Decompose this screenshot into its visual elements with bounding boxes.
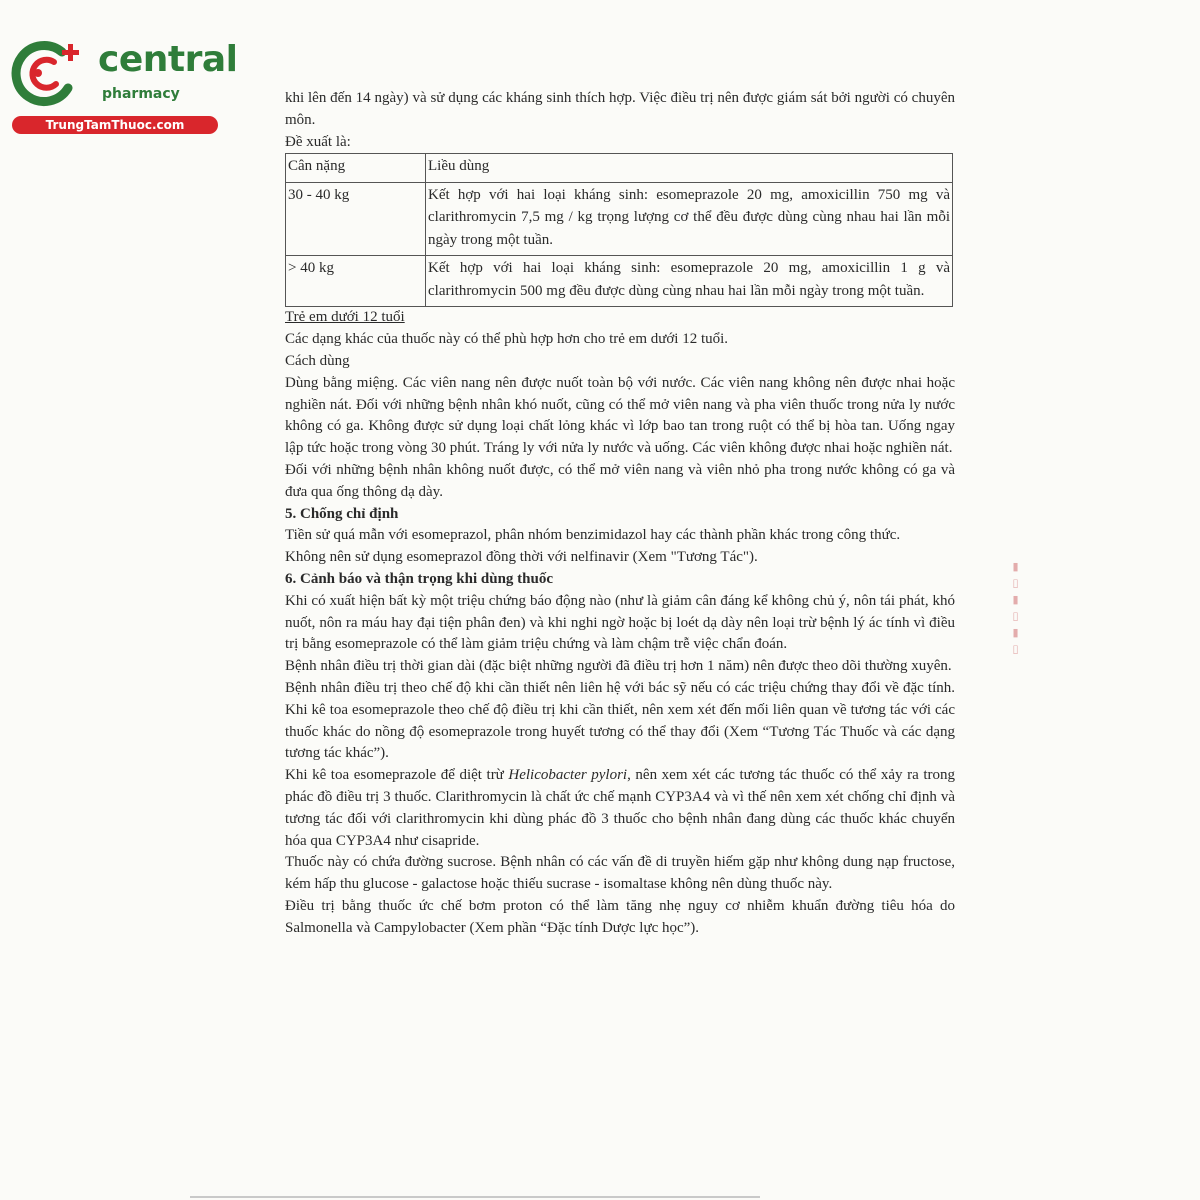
p4-text-end: , nên xem xét các tương tác thuốc có thể xảy ra trong phác đồ điều trị 3 thuốc. Clarithromycin là chất ức chế mạnh CYP3A4 và vì thế nên xem xét chống chỉ định và tương tác đối với clarithromycin khi dùng phác đồ 3 thuốc cho bệnh nhân đang dùng các thuốc khác chuyển hóa qua CYP3A4 như cisapride. bbox=[285, 767, 955, 849]
p4-text-start: Khi kê toa esomeprazole để diệt trừ bbox=[285, 767, 509, 784]
section-5-title: 5. Chống chỉ định bbox=[285, 505, 399, 522]
document-page bbox=[285, 88, 955, 940]
children-heading: Trẻ em dưới 12 tuổi bbox=[285, 309, 405, 326]
margin-stamp-marks: ▮ ▯ ▮ ▯ ▮ ▯ bbox=[1009, 560, 1022, 656]
logo-name: central bbox=[98, 39, 238, 80]
table-row bbox=[286, 256, 953, 307]
table-cell-weight: > 40 kg bbox=[286, 256, 426, 307]
table-header-weight: Cân nặng bbox=[286, 154, 426, 183]
section-6-paragraph-5: Thuốc này có chứa đường sucrose. Bệnh nhân có các vấn đề di truyền hiếm gặp như không dung nạp fructose, kém hấp thu glucose - galactose hoặc thiếu sucrase - isomaltase không nên dùng thuốc này. bbox=[285, 854, 955, 893]
table-header-dose: Liều dùng bbox=[426, 154, 953, 183]
table-header-row bbox=[286, 154, 953, 183]
table-cell-dose: Kết hợp với hai loại kháng sinh: esomeprazole 20 mg, amoxicillin 1 g và clarithromycin 500 mg đều được dùng cùng nhau hai lần mỗi ngày trong một tuần. bbox=[426, 256, 953, 307]
dosage-table bbox=[285, 153, 953, 307]
usage-paragraph-2: Đối với những bệnh nhân không nuốt được, có thể mở viên nang và viên nhỏ pha trong nước không có ga và đưa qua ống thông dạ dày. bbox=[285, 461, 955, 500]
section-5-paragraph-2: Không nên sử dụng esomeprazol đồng thời với nelfinavir (Xem "Tương Tác"). bbox=[285, 549, 758, 566]
table-cell-weight: 30 - 40 kg bbox=[286, 182, 426, 256]
section-6-paragraph-4 bbox=[285, 765, 955, 852]
logo-subtitle: pharmacy bbox=[102, 86, 180, 102]
section-6-paragraph-3: Bệnh nhân điều trị theo chế độ khi cần thiết nên liên hệ với bác sỹ nếu có các triệu chứng thay đổi về đặc tính. Khi kê toa esomeprazole theo chế độ điều trị khi cần thiết, nên xem xét đến mối liên quan về tương tác với các thuốc khác do nồng độ esomeprazole trong huyết tương có thể thay đổi (Xem “Tương Tác Thuốc và các dạng tương tác khác”). bbox=[285, 679, 955, 762]
proposal-label: Đề xuất là: bbox=[285, 133, 351, 150]
central-pharmacy-logo bbox=[10, 36, 238, 136]
usage-paragraph: Dùng bằng miệng. Các viên nang nên được nuốt toàn bộ với nước. Các viên nang không nên được nhai hoặc nghiền nát. Đối với những bệnh nhân khó nuốt, cũng có thể mở viên nang và pha viên thuốc trong nửa ly nước không có ga. Không được sử dụng loại chất lỏng khác vì lớp bao tan trong ruột có thể bị hòa tan. Uống ngay lập tức hoặc trong vòng 30 phút. Tráng ly với nửa ly nước và uống. Các viên không được nhai hoặc nghiền nát. bbox=[285, 374, 955, 457]
table-cell-dose: Kết hợp với hai loại kháng sinh: esomeprazole 20 mg, amoxicillin 750 mg và clarithromycin 7,5 mg / kg trọng lượng cơ thể đều được dùng cùng nhau hai lần mỗi ngày trong một tuần. bbox=[426, 182, 953, 256]
p4-italic-organism: Helicobacter pylori bbox=[508, 767, 628, 784]
table-row bbox=[286, 182, 953, 256]
section-6-paragraph-1: Khi có xuất hiện bất kỳ một triệu chứng báo động nào (như là giảm cân đáng kể không chủ ý, nôn tái phát, khó nuốt, nôn ra máu hay đại tiện phân đen) và khi nghi ngờ hoặc bị loét dạ dày nên loại trừ bệnh lý ác tính vì điều trị bằng esomeprazole có thể làm giảm triệu chứng và làm chậm trễ việc chẩn đoán. bbox=[285, 592, 955, 653]
page-bottom-edge bbox=[190, 1196, 760, 1198]
usage-heading: Cách dùng bbox=[285, 352, 350, 369]
logo-website: TrungTamThuoc.com bbox=[12, 116, 218, 134]
logo-mark-icon bbox=[10, 38, 90, 108]
section-6-title: 6. Cảnh báo và thận trọng khi dùng thuốc bbox=[285, 570, 554, 587]
section-6-paragraph-2: Bệnh nhân điều trị thời gian dài (đặc biệt những người đã điều trị hơn 1 năm) nên được theo dõi thường xuyên. bbox=[285, 658, 952, 675]
section-6-paragraph-6: Điều trị bằng thuốc ức chế bơm proton có thể làm tăng nhẹ nguy cơ nhiễm khuẩn đường tiêu hóa do Salmonella và Campylobacter (Xem phần “Đặc tính Dược lực học”). bbox=[285, 897, 955, 936]
intro-paragraph: khi lên đến 14 ngày) và sử dụng các kháng sinh thích hợp. Việc điều trị nên được giám sát bởi người có chuyên môn. bbox=[285, 90, 955, 128]
children-text: Các dạng khác của thuốc này có thể phù hợp hơn cho trẻ em dưới 12 tuổi. bbox=[285, 331, 729, 348]
section-5-paragraph: Tiền sử quá mẫn với esomeprazol, phân nhóm benzimidazol hay các thành phần khác trong công thức. bbox=[285, 527, 901, 544]
